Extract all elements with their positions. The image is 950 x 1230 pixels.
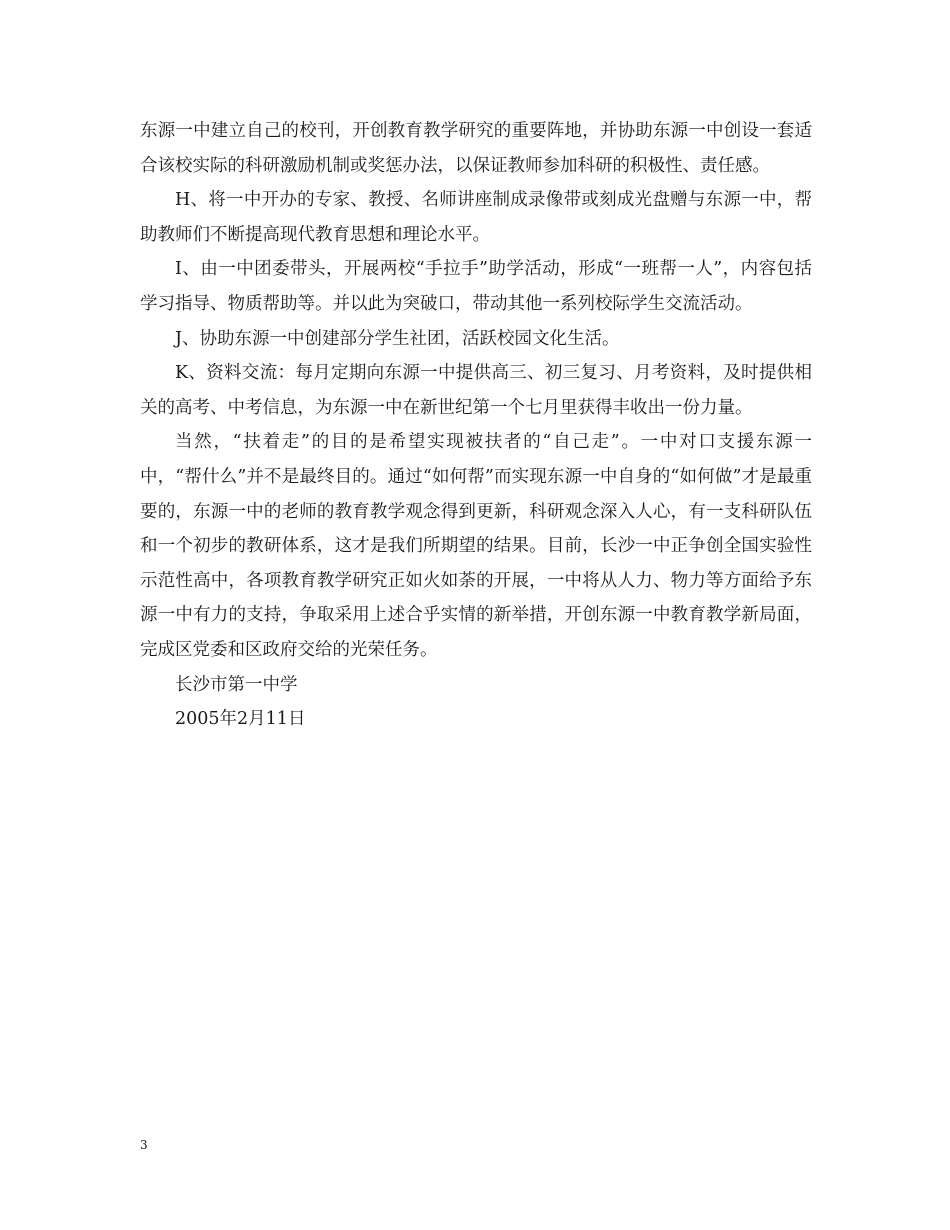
paragraph-item-j: J、协助东源一中创建部分学生社团，活跃校园文化生活。 xyxy=(175,328,620,349)
paragraph-conclusion: 当然，“扶着走”的目的是希望实现被扶者的“自己走”。一中对口支援东源一中，“帮什么”并不是最终目的。通过“如何帮”而实现东源一中自身的“如何做”才是最重要的，东源一中的老师的教育教学观念得到更新，科研观念深入人心，有一支科研队伍和一个初步的教研体系，这才是我们所期望的结果。目前，长沙一中正争创全国实验性示范性高中，各项教育教学研究正如火如荼的开展，一中将从人力、物力等方面给予东源一中有力的支持，争取采用上述合乎实情的新举措，开创东源一中教育教学新局面，完成区党委和区政府交给的光荣任务。 xyxy=(140,432,812,660)
page-number: 3 xyxy=(140,1138,148,1152)
signature-date: 2005年2月11日 xyxy=(175,709,306,730)
paragraph-item-h: H、将一中开办的专家、教授、名师讲座制成录像带或刻成光盘赠与东源一中，帮助教师们不断提高现代教育思想和理论水平。 xyxy=(140,190,812,245)
document-body xyxy=(140,114,812,737)
paragraph-continuation: 东源一中建立自己的校刊，开创教育教学研究的重要阵地，并协助东源一中创设一套适合该校实际的科研激励机制或奖惩办法，以保证教师参加科研的积极性、责任感。 xyxy=(140,121,812,176)
paragraph-item-i: I、由一中团委带头，开展两校“手拉手”助学活动，形成“一班帮一人”，内容包括学习指导、物质帮助等。并以此为突破口，带动其他一系列校际学生交流活动。 xyxy=(140,259,812,314)
signature-organization: 长沙市第一中学 xyxy=(175,674,298,695)
paragraph-item-k: K、资料交流：每月定期向东源一中提供高三、初三复习、月考资料，及时提供相关的高考、中考信息，为东源一中在新世纪第一个七月里获得丰收出一份力量。 xyxy=(140,363,812,418)
